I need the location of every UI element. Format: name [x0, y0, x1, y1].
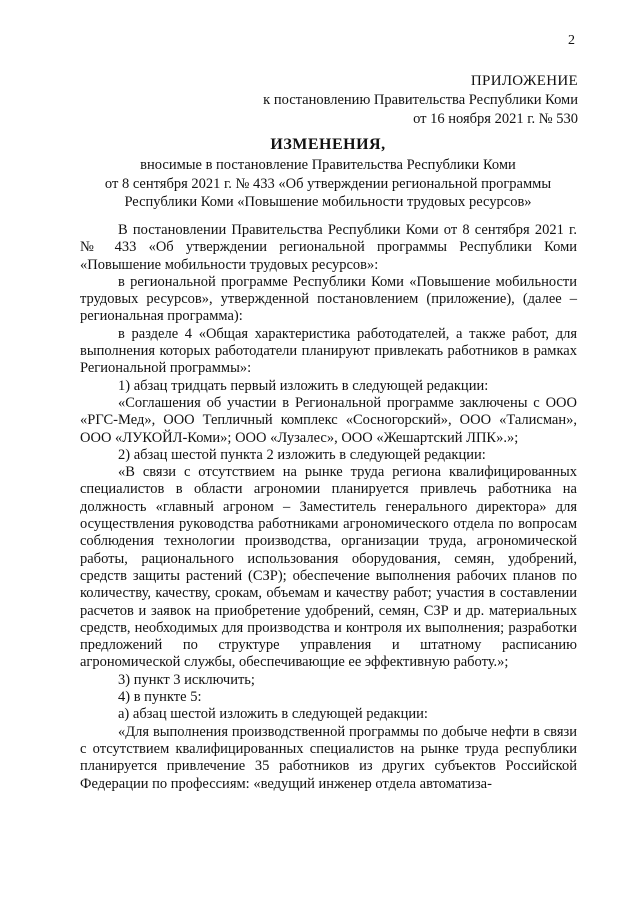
paragraph: 1) абзац тридцать первый изложить в следующей редакции: [118, 377, 489, 394]
changes-subtitle-line-1: вносимые в постановление Правительства Республики Коми [140, 157, 516, 173]
paragraph: 4) в пункте 5: [118, 689, 202, 706]
paragraph: «Для выполнения производственной программы по добыче нефти в связи с отсутствием квалифицированных специалистов на рынке труда республики планируется привлечение 35 работников из других субъектов Российской Федерации по профессиям: «ведущий инженер отдела автоматиза- [80, 723, 577, 792]
paragraph: в разделе 4 «Общая характеристика работодателей, а также работ, для выполнения которых работодатели планируют привлекать работников в рамках Региональной программы»: [80, 325, 577, 377]
paragraph: В постановлении Правительства Республики Коми от 8 сентября 2021 г. № 433 «Об утверждении региональной программы Республики Коми «Повышение мобильности трудовых ресурсов»: [80, 222, 577, 273]
appendix-line-1: к постановлению Правительства Республики Коми [263, 92, 578, 108]
changes-subtitle [78, 156, 578, 212]
paragraph: 2) абзац шестой пункта 2 изложить в следующей редакции: [118, 446, 486, 463]
document-body [80, 222, 577, 793]
changes-subtitle-line-2: от 8 сентября 2021 г. № 433 «Об утверждении региональной программы [104, 175, 552, 192]
changes-subtitle-line-3: Республики Коми «Повышение мобильности трудовых ресурсов» [124, 194, 532, 210]
paragraph: «В связи с отсутствием на рынке труда региона квалифицированных специалистов в области агрономии планируется привлечь работника на должность «главный агроном – Заместитель генерального директора» для осуществления руководства работниками агрономического отдела по вопросам соблюдения технологии производства, организации труда, агрономической работы, рационального использования оборудования, семян, удобрений, средств защиты растений (СЗР); обеспечение выполнения рабочих планов по количеству, качеству, срокам, объемам и качеству работ; участия в составлении расчетов и заявок на приобретение удобрений, семян, СЗР и др. материальных средств, необходимых для производства и контроля их выполнения; разработки предложений по структуре управления и штатному расписанию агрономической службы, обеспечивающие ее эффективную работу.»; [80, 464, 577, 671]
appendix-line-2: от 16 ноября 2021 г. № 530 [413, 111, 578, 127]
appendix-block [263, 72, 578, 129]
paragraph: в региональной программе Республики Коми «Повышение мобильности трудовых ресурсов», утвержденной постановлением (приложение), (далее – региональная программа): [80, 273, 577, 325]
appendix-heading: ПРИЛОЖЕНИЕ [470, 73, 578, 89]
changes-title: ИЗМЕНЕНИЯ, [270, 136, 386, 153]
paragraph: а) абзац шестой изложить в следующей редакции: [118, 706, 428, 723]
paragraph: «Соглашения об участии в Региональной программе заключены с ООО «РГС-Мед», ООО Тепличный комплекс «Сосногорский», ООО «Талисман», ООО «ЛУКОЙЛ-Коми»; ООО «Лузалес», ООО «Жешартский ЛПК».»; [80, 394, 577, 446]
paragraph: 3) пункт 3 исключить; [118, 671, 255, 688]
page-number: 2 [568, 33, 575, 48]
